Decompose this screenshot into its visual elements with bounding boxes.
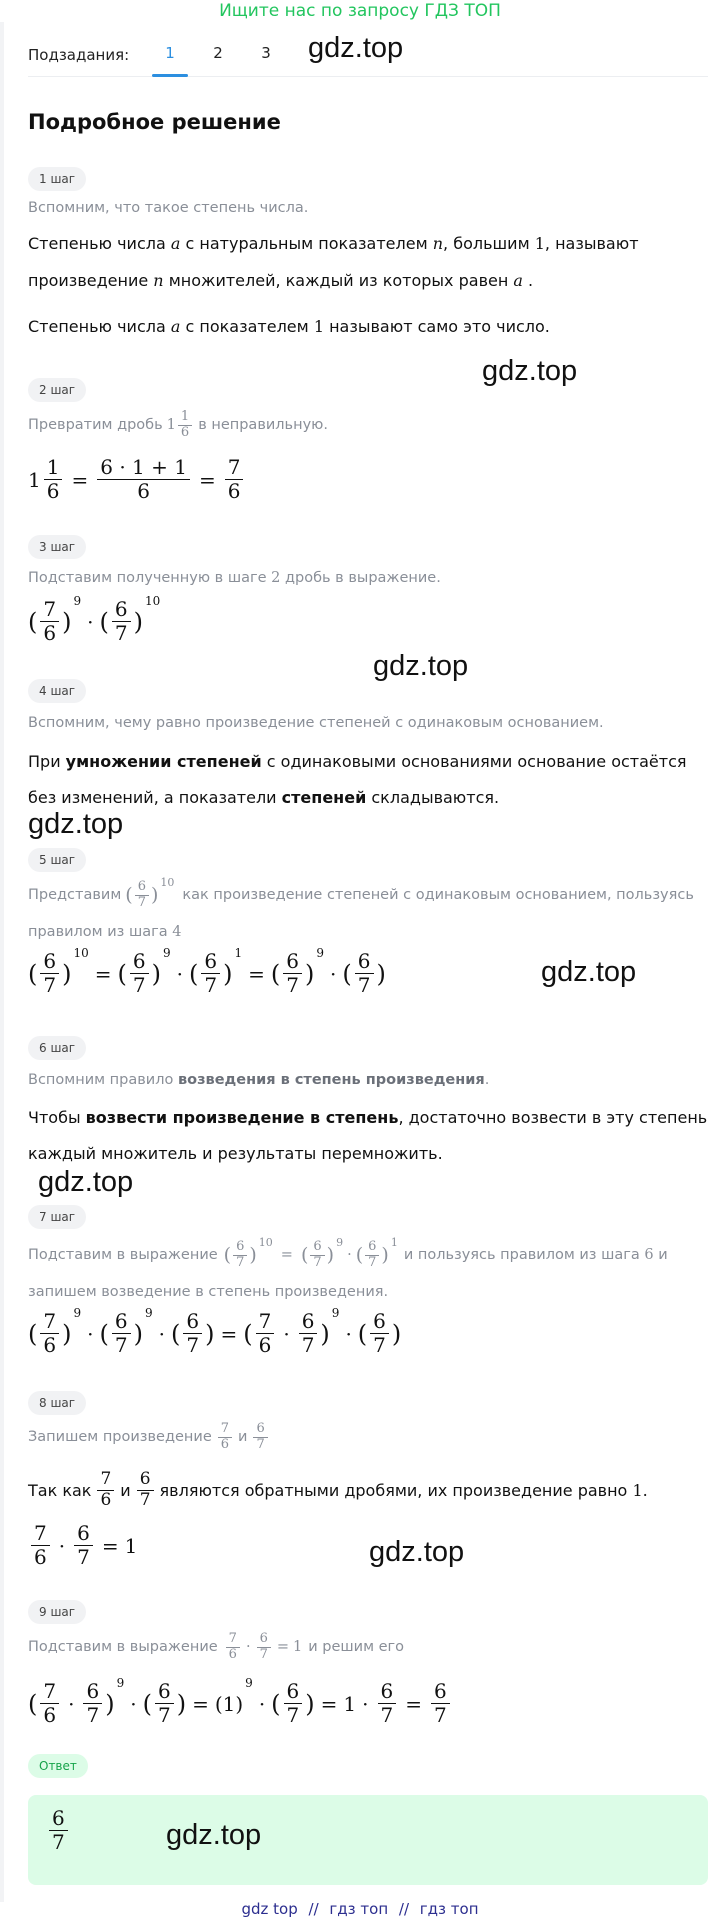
step-badge: 6 шаг [28,1036,86,1060]
subtasks-label: Подзадания: [28,46,130,64]
watermark: gdz.top [373,650,469,682]
page-title: Подробное решение [28,110,281,134]
step-hint: запишем возведение в степень произведения. [28,1284,389,1300]
step-badge: 1 шаг [28,167,86,191]
subtask-tab-2[interactable]: 2 [213,44,223,62]
step-hint: Вспомним, чему равно произведение степеней с одинаковым основанием. [28,715,604,731]
rule-text: без изменений, а показатели степеней складываются. [28,788,500,807]
step-hint: Превратим дробь 1 $\frac{1}{6}$ в неправильную. [28,409,328,440]
step-hint: Подставим в выражение ( $\frac{6}{7}$ ) 10 = ( $\frac{6}{7}$ ) 9 · ( $\frac{6}{7}$ ) 1 и пользуясь правилом из шага 6 и [28,1236,668,1270]
definition-line: произведение n множителей, каждый из которых равен a . [28,271,534,290]
footer-link[interactable]: гдз топ [419,1900,479,1918]
formula: ( $\frac{7}{6}$ ) 9 · ( $\frac{6}{7}$ ) 9 · ( $\frac{6}{7}$ ) = ( $\frac{7}{6}$ · $\frac{6}{7}$ ) 9 · ( $\frac{6}{7}$ ) [28,1306,402,1357]
step-hint: Представим ( $\frac{6}{7}$ ) 10 как произведение степеней с одинаковым основанием, пользуясь [28,876,694,910]
step-hint: Подставим в выражение $\frac{7}{6}$ · $\frac{6}{7}$ = 1 и решим его [28,1631,405,1662]
watermark: gdz.top [38,1166,134,1198]
step-hint: правилом из шага 4 [28,924,182,940]
definition-line: Степенью числа a с натуральным показателем n, большим 1, называют [28,234,639,253]
step-badge: 5 шаг [28,848,86,872]
answer-badge: Ответ [28,1754,88,1778]
subtask-tab-1[interactable]: 1 [152,44,188,62]
watermark: gdz.top [28,808,124,840]
step-hint: Вспомним, что такое степень числа. [28,200,309,216]
watermark: gdz.top [369,1536,465,1568]
watermark: gdz.top [482,355,578,387]
left-rule [0,22,4,1902]
answer-fraction: $\frac{6}{7}$ [46,1807,71,1854]
formula: ( $\frac{7}{6}$ · $\frac{6}{7}$ ) 9 · ( $\frac{6}{7}$ ) = (1) 9 · ( $\frac{6}{7}$ ) = 1 · $\frac{6}{7}$ = $\frac{6}{7}$ [28,1680,453,1727]
answer-box [28,1795,708,1885]
step-hint: Запишем произведение $\frac{7}{6}$ и $\frac{6}{7}$ [28,1422,274,1453]
formula: $\frac{7}{6}$ · $\frac{6}{7}$ = 1 [28,1522,137,1569]
footer-link[interactable]: gdz top [241,1900,298,1918]
step-hint: Подставим полученную в шаге 2 дробь в выражение. [28,570,441,586]
watermark: gdz.top [308,32,404,64]
rule-text: Так как $\frac{7}{6}$ и $\frac{6}{7}$ являются обратными дробями, их произведение равно 1. [28,1469,648,1510]
formula: ( $\frac{6}{7}$ ) 10 = ( $\frac{6}{7}$ ) 9 · ( $\frac{6}{7}$ ) 1 = ( $\frac{6}{7}$ ) 9 · ( $\frac{6}{7}$ ) [28,946,386,997]
step-badge: 4 шаг [28,679,86,703]
search-banner: Ищите нас по запросу ГДЗ ТОП [219,1,501,21]
rule-text: Чтобы возвести произведение в степень, достаточно возвести в эту степень [28,1108,708,1127]
footer-links: gdz top // гдз топ // гдз топ [241,1900,479,1918]
step-badge: 2 шаг [28,378,86,402]
watermark: gdz.top [166,1819,262,1851]
step-badge: 3 шаг [28,535,86,559]
formula: 1 $\frac{1}{6}$ = $\frac{6 \cdot 1 + 1}{6}$ = $\frac{7}{6}$ [28,456,246,503]
step-badge: 7 шаг [28,1205,86,1229]
step-badge: 9 шаг [28,1600,86,1624]
step-badge: 8 шаг [28,1391,86,1415]
footer-link[interactable]: гдз топ [329,1900,389,1918]
definition-line: Степенью числа a с показателем 1 называют само это число. [28,317,550,336]
formula: ( $\frac{7}{6}$ ) 9 · ( $\frac{6}{7}$ ) 10 [28,594,161,645]
rule-text: При умножении степеней с одинаковыми основаниями основание остаётся [28,752,687,771]
watermark: gdz.top [541,956,637,988]
rule-text: каждый множитель и результаты перемножить. [28,1144,443,1163]
subtask-tab-3[interactable]: 3 [261,44,271,62]
step-hint: Вспомним правило возведения в степень произведения. [28,1072,490,1088]
